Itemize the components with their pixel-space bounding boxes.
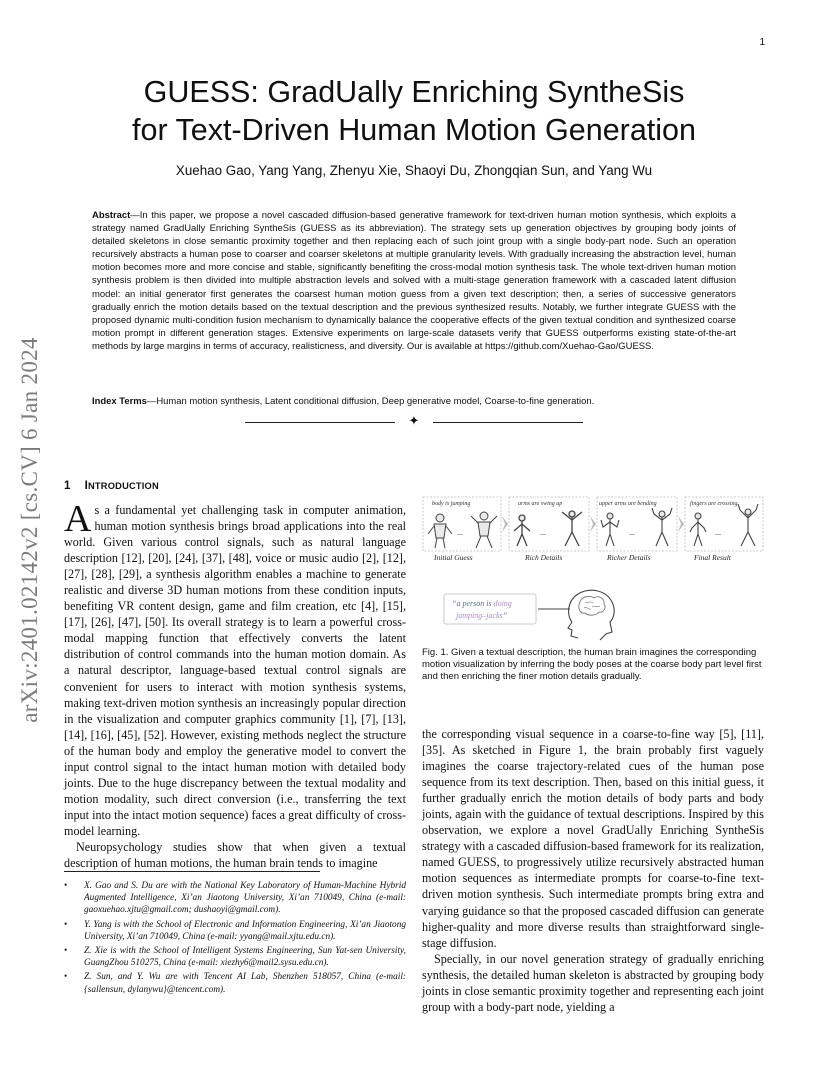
stage-label: Richer Details bbox=[607, 553, 651, 562]
intro-paragraph-4: Specially, in our novel generation strategy of gradually enriching synthesis, the detailed human skeleton is abstracted by grouping body joints in close semantic proximity together and representing each joint group with a body-part node, yielding a bbox=[422, 951, 764, 1014]
footnote-item bbox=[64, 919, 406, 943]
section-title-rest: NTRODUCTION bbox=[88, 481, 159, 491]
ellipsis: ... bbox=[629, 528, 635, 537]
prompt-close: ” bbox=[502, 611, 508, 620]
ellipsis: ... bbox=[457, 528, 463, 537]
stage-label: Final Result bbox=[694, 553, 731, 562]
prompt-highlight-1: doing bbox=[493, 599, 512, 608]
footnote-text: Y. Yang is with the School of Electronic and Information Engineering, Xi’an Jiaotong University, Xi’an 710049, China (e-mail: yyang@mail.xjtu.edu.cn). bbox=[84, 919, 406, 942]
skeleton-figure-icon bbox=[514, 511, 582, 546]
intro-paragraph-3: the corresponding visual sequence in a coarse-to-fine way [5], [11], [35]. As sketched in Figure 1, the brain probably first vaguely imagines the coarse trajectory-related cues of the human pose sequence from its text description. Then, based on this initial guess, it further gradually enrich the motion details of body parts and body joints, again with the guidance of textual descriptions. Inspired by this observation, we explore a novel GradUally Enriching SyntheSis strategy with a cascaded diffusion-based framework for its realization, named GUESS, to progressively utilize recursively abstracted human motion sequences as intermediate prompts for coarse-to-fine text-driven motion synthesis. Such intermediate prompts bring extra and varying guidance so that the proposed cascaded diffusion can generate higher-quality and more diverse results than straightforward single-stage diffusion. bbox=[422, 727, 764, 950]
footnotes bbox=[64, 880, 406, 998]
detailed-skeleton-icon bbox=[601, 508, 672, 546]
abstract-text: —In this paper, we propose a novel cascaded diffusion-based generative framework for text-driven human motion synthesis, which exploits a strategy named GradUally Enriching SyntheSis (GUESS as its abbreviation). The strategy sets up generation objectives by grouping body joints of detailed skeletons in close semantic proximity together and then replacing each of such joint group with a single body-part node. Such an operation recursively abstracts a human pose to coarser and coarser skeletons at multiple granularity levels. With gradually increasing the abstraction level, human motion becomes more and more concise and stable, significantly benefiting the cross-modal motion synthesis task. The whole text-driven human motion synthesis problem is then divided into multiple abstraction levels and solved with a multi-stage generation framework with a cascaded latent diffusion model: an initial generator first generates the coarsest human motion guess from a given text description; then, a series of successive generators gradually enrich the motion details based on the textual description and the previous synthesized results. Notably, we further integrate GUESS with the proposed dynamic multi-condition fusion mechanism to dynamically balance the cooperative effects of the given textual condition and synthesized coarse motion prompt in different generation stages. Extensive experiments on large-scale datasets verify that GUESS outperforms existing state-of-the-art methods by large margins in terms of accuracy, realisticness, and diversity. Our is available at https://github.com/Xuehao-Gao/GUESS. bbox=[92, 210, 736, 352]
title-line-2: for Text-Driven Human Motion Generation bbox=[132, 113, 696, 147]
footnote-text: Z. Xie is with the School of Intelligent Systems Engineering, Sun Yat-sen University, GuangZhou 510275, China (e-mail: xiezhy6@mail2.sysu.edu.cn). bbox=[84, 946, 406, 969]
abstract bbox=[92, 209, 736, 353]
footnote-item bbox=[64, 945, 406, 969]
arrow-right-icon bbox=[502, 516, 508, 532]
arxiv-stamp-text: arXiv:2401.02142v2 [cs.CV] 6 Jan 2024 bbox=[17, 337, 42, 723]
separator-line-right bbox=[433, 422, 583, 423]
prompt-line-1 bbox=[452, 599, 512, 608]
ellipsis: ... bbox=[715, 528, 721, 537]
section-number: 1 bbox=[64, 480, 71, 492]
section-separator bbox=[245, 414, 583, 430]
prompt-open: “a person is bbox=[452, 599, 494, 608]
panel-label: body is jumping bbox=[432, 501, 471, 507]
footnote-text: Z. Sun, and Y. Wu are with Tencent AI Lab, Shenzhen 518057, China (e-mail: {sallensun, dylanywu}@tencent.com). bbox=[84, 972, 406, 995]
authors: Xuehao Gao, Yang Yang, Zhenyu Xie, Shaoyi Du, Zhongqian Sun, and Yang Wu bbox=[175, 163, 653, 178]
prompt-line-2 bbox=[455, 611, 508, 620]
section-first-letter: I bbox=[84, 480, 89, 492]
footnote-item bbox=[64, 971, 406, 995]
figure-caption: Fig. 1. Given a textual description, the human brain imagines the corresponding motion visualization by inferring the body poses at the coarse body part level first and then enriching the finer motion details gradually. bbox=[422, 647, 762, 683]
intro-paragraph-1 bbox=[64, 498, 406, 839]
panel-label: fingers are crossing bbox=[690, 501, 738, 507]
footnote-bullet: • bbox=[64, 972, 68, 983]
footnote-bullet: • bbox=[64, 881, 68, 891]
index-terms-label: Index Terms bbox=[92, 396, 147, 407]
footnote-item bbox=[64, 880, 406, 917]
paper-title bbox=[80, 73, 748, 149]
title-line-1: GUESS: GradUally Enriching SyntheSis bbox=[143, 75, 685, 109]
panel-label: arms are swing up bbox=[518, 501, 563, 507]
arrow-right-icon bbox=[678, 516, 684, 532]
arrow-right-icon bbox=[590, 516, 596, 532]
intro-paragraph-1-text: s a fundamental yet challenging task in computer animation, human motion synthesis brings broad applications into the real world. Given various control signals, such as natural language description [12], [20], [24], [37], [48], voice or music audio [2], [12], [27], [28], [29], a synthesis algorithm enables a machine to generate realistic and diverse 3D human motions from these condition inputs, benefiting VR content design, game and film creation, etc [4], [15], [17], [26], [47], [50]. Its overall strategy is to learn a powerful cross-modal mapping function that effectively converts the latent distribution of control commands into the human motion domain. As a natural descriptor, language-based textual control signals are convenient for users to interact with motion synthesis systems, making text-driven motion synthesis an increasingly popular direction in the visualization and computer graphics community [1], [7], [13], [14], [16], [45], [52]. However, existing methods neglect the structure of the human body and employ the generative model to convert the input control signal to the intact human motion with detailed body joints. Due to the huge discrepancy between the textual modality and motion modality, such direct conversion (i.e., transferring the text input into the intact motion sequence) faces a great difficulty of cross-model learning. bbox=[64, 503, 406, 838]
page-number: 1 bbox=[759, 37, 765, 48]
index-terms bbox=[92, 395, 736, 408]
final-skeleton-icon bbox=[690, 504, 758, 546]
brain-head-icon bbox=[568, 590, 614, 640]
ellipsis: ... bbox=[540, 528, 546, 537]
separator-line-left bbox=[245, 422, 395, 423]
arxiv-stamp bbox=[0, 290, 60, 770]
figure-1 bbox=[422, 494, 764, 644]
footnote-rule bbox=[64, 871, 320, 872]
section-heading-introduction bbox=[64, 480, 159, 492]
panel-label: upper arms are bending bbox=[599, 501, 657, 507]
abstract-label: Abstract bbox=[92, 210, 131, 221]
index-terms-text: —Human motion synthesis, Latent conditional diffusion, Deep generative model, Coarse-to-fine generation. bbox=[146, 396, 595, 407]
footnote-bullet: • bbox=[64, 946, 68, 957]
right-column bbox=[422, 726, 764, 1015]
footnote-bullet: • bbox=[64, 919, 68, 930]
drop-cap: A bbox=[64, 498, 92, 540]
footnote-text: X. Gao and S. Du are with the National Key Laboratory of Human-Machine Hybrid Augmented Intelligence, Xi’an Jiaotong University, Xi’an 710049, China (e-mail: gaoxuehao.xjtu@gmail.com; dushaoyi@gmail.com). bbox=[84, 881, 406, 916]
separator-star-icon: ✦ bbox=[408, 414, 420, 429]
prompt-highlight-2: jumping–jacks bbox=[456, 611, 503, 620]
intro-paragraph-2: Neuropsychology studies show that when given a textual description of human motions, the human brain tends to imagine bbox=[64, 839, 406, 871]
left-column bbox=[64, 498, 406, 871]
stage-label: Initial Guess bbox=[434, 553, 473, 562]
stage-label: Rich Details bbox=[525, 553, 563, 562]
